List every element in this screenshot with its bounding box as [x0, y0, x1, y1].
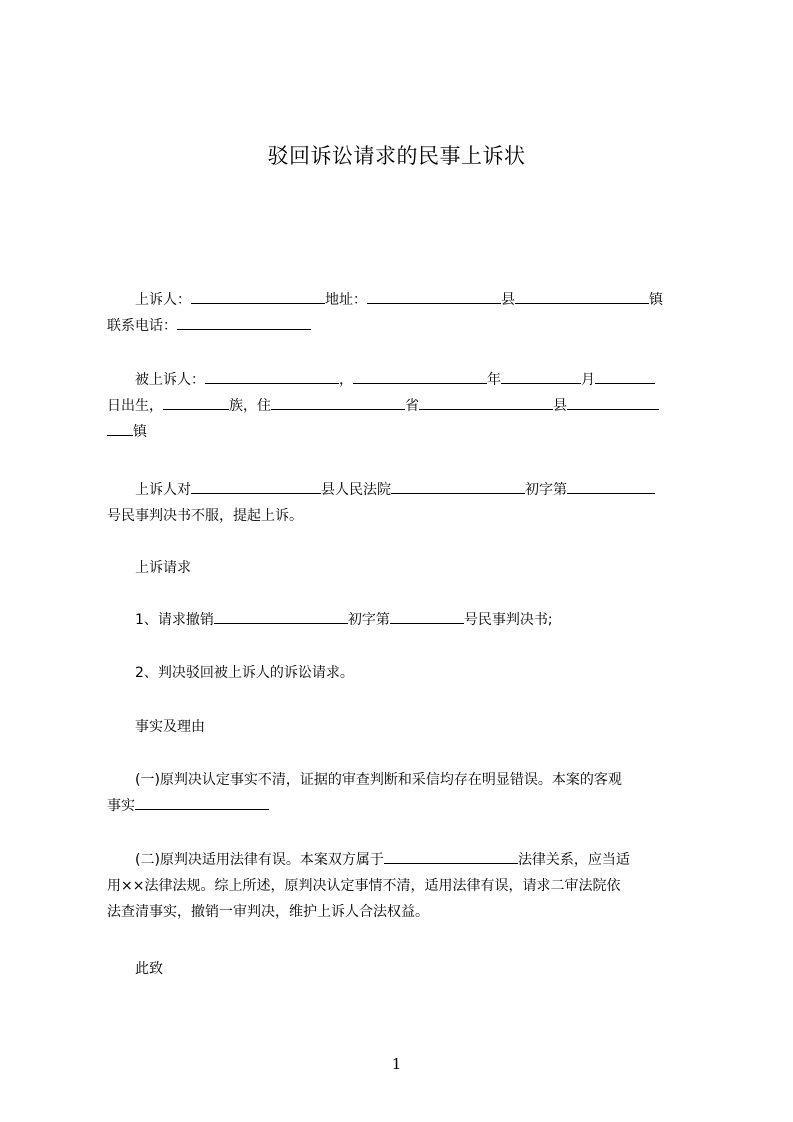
province-label: 省 — [405, 398, 419, 414]
court-label: 县人民法院 — [321, 482, 391, 498]
blank-field — [367, 288, 501, 304]
appellee-section — [107, 367, 701, 445]
town-label: 镇 — [649, 292, 663, 308]
blank-field — [390, 608, 464, 624]
appellant-section — [107, 287, 701, 339]
case-number-label: 初字第 — [525, 482, 567, 498]
year-label: 年 — [487, 372, 501, 388]
reason-2-suffix: 法律关系，应当适 — [517, 852, 630, 868]
blank-field — [384, 848, 518, 864]
town-label: 镇 — [133, 424, 147, 440]
blank-field — [595, 368, 655, 384]
blank-field — [501, 368, 581, 384]
county-label: 县 — [501, 292, 515, 308]
request-1-suffix: 号民事判决书; — [463, 612, 553, 628]
case-number-label: 初字第 — [347, 612, 390, 628]
reason-2-line: 用××法律法规。综上所述，原判决认定事情不清，适用法律有误，请求二审法院依 — [107, 878, 621, 894]
blank-field — [567, 478, 655, 494]
blank-field — [391, 478, 525, 494]
blank-field — [191, 478, 321, 494]
request-item-2: 2、判决驳回被上诉人的诉讼请求。 — [135, 665, 354, 681]
closing: 此致 — [135, 961, 163, 977]
blank-field — [205, 368, 339, 384]
appellant-label: 上诉人： — [135, 292, 191, 308]
phone-label: 联系电话： — [107, 318, 177, 334]
reason-1-line: (一)原判决认定事实不清，证据的审查判断和采信均存在明显错误。本案的客观 — [135, 772, 622, 788]
blank-field — [135, 794, 269, 810]
blank-field — [191, 288, 325, 304]
blank-field — [419, 394, 553, 410]
address-label: 地址： — [325, 292, 367, 308]
request-item-1 — [107, 607, 701, 633]
appeal-suffix: 号民事判决书不服，提起上诉。 — [107, 508, 303, 524]
reason-2-prefix: (二)原判决适用法律有误。本案双方属于 — [135, 852, 384, 868]
month-label: 月 — [581, 372, 595, 388]
blank-field — [567, 394, 659, 410]
document-title: 驳回诉讼请求的民事上诉状 — [267, 144, 526, 168]
page-number: 1 — [391, 1055, 402, 1073]
blank-field — [214, 608, 348, 624]
blank-field — [177, 314, 311, 330]
blank-field — [107, 420, 133, 436]
reason-2-line: 法查清事实，撤销一审判决，维护上诉人合法权益。 — [107, 904, 429, 920]
birth-day-label: 日出生， — [107, 398, 163, 414]
blank-field — [353, 368, 487, 384]
appeal-prefix: 上诉人对 — [135, 482, 191, 498]
blank-field — [163, 394, 229, 410]
blank-field — [271, 394, 405, 410]
facts-heading: 事实及理由 — [135, 719, 205, 735]
reason-1 — [107, 767, 701, 819]
request-heading: 上诉请求 — [135, 560, 191, 576]
comma: ， — [339, 372, 353, 388]
ethnic-residence-label: 族，住 — [229, 398, 271, 414]
county-label: 县 — [553, 398, 567, 414]
reason-1-facts-label: 事实 — [107, 798, 135, 814]
blank-field — [515, 288, 649, 304]
appeal-statement — [107, 477, 701, 529]
appellee-label: 被上诉人： — [135, 372, 205, 388]
reason-2 — [107, 847, 701, 925]
request-1-prefix: 1、请求撤销 — [135, 612, 214, 628]
